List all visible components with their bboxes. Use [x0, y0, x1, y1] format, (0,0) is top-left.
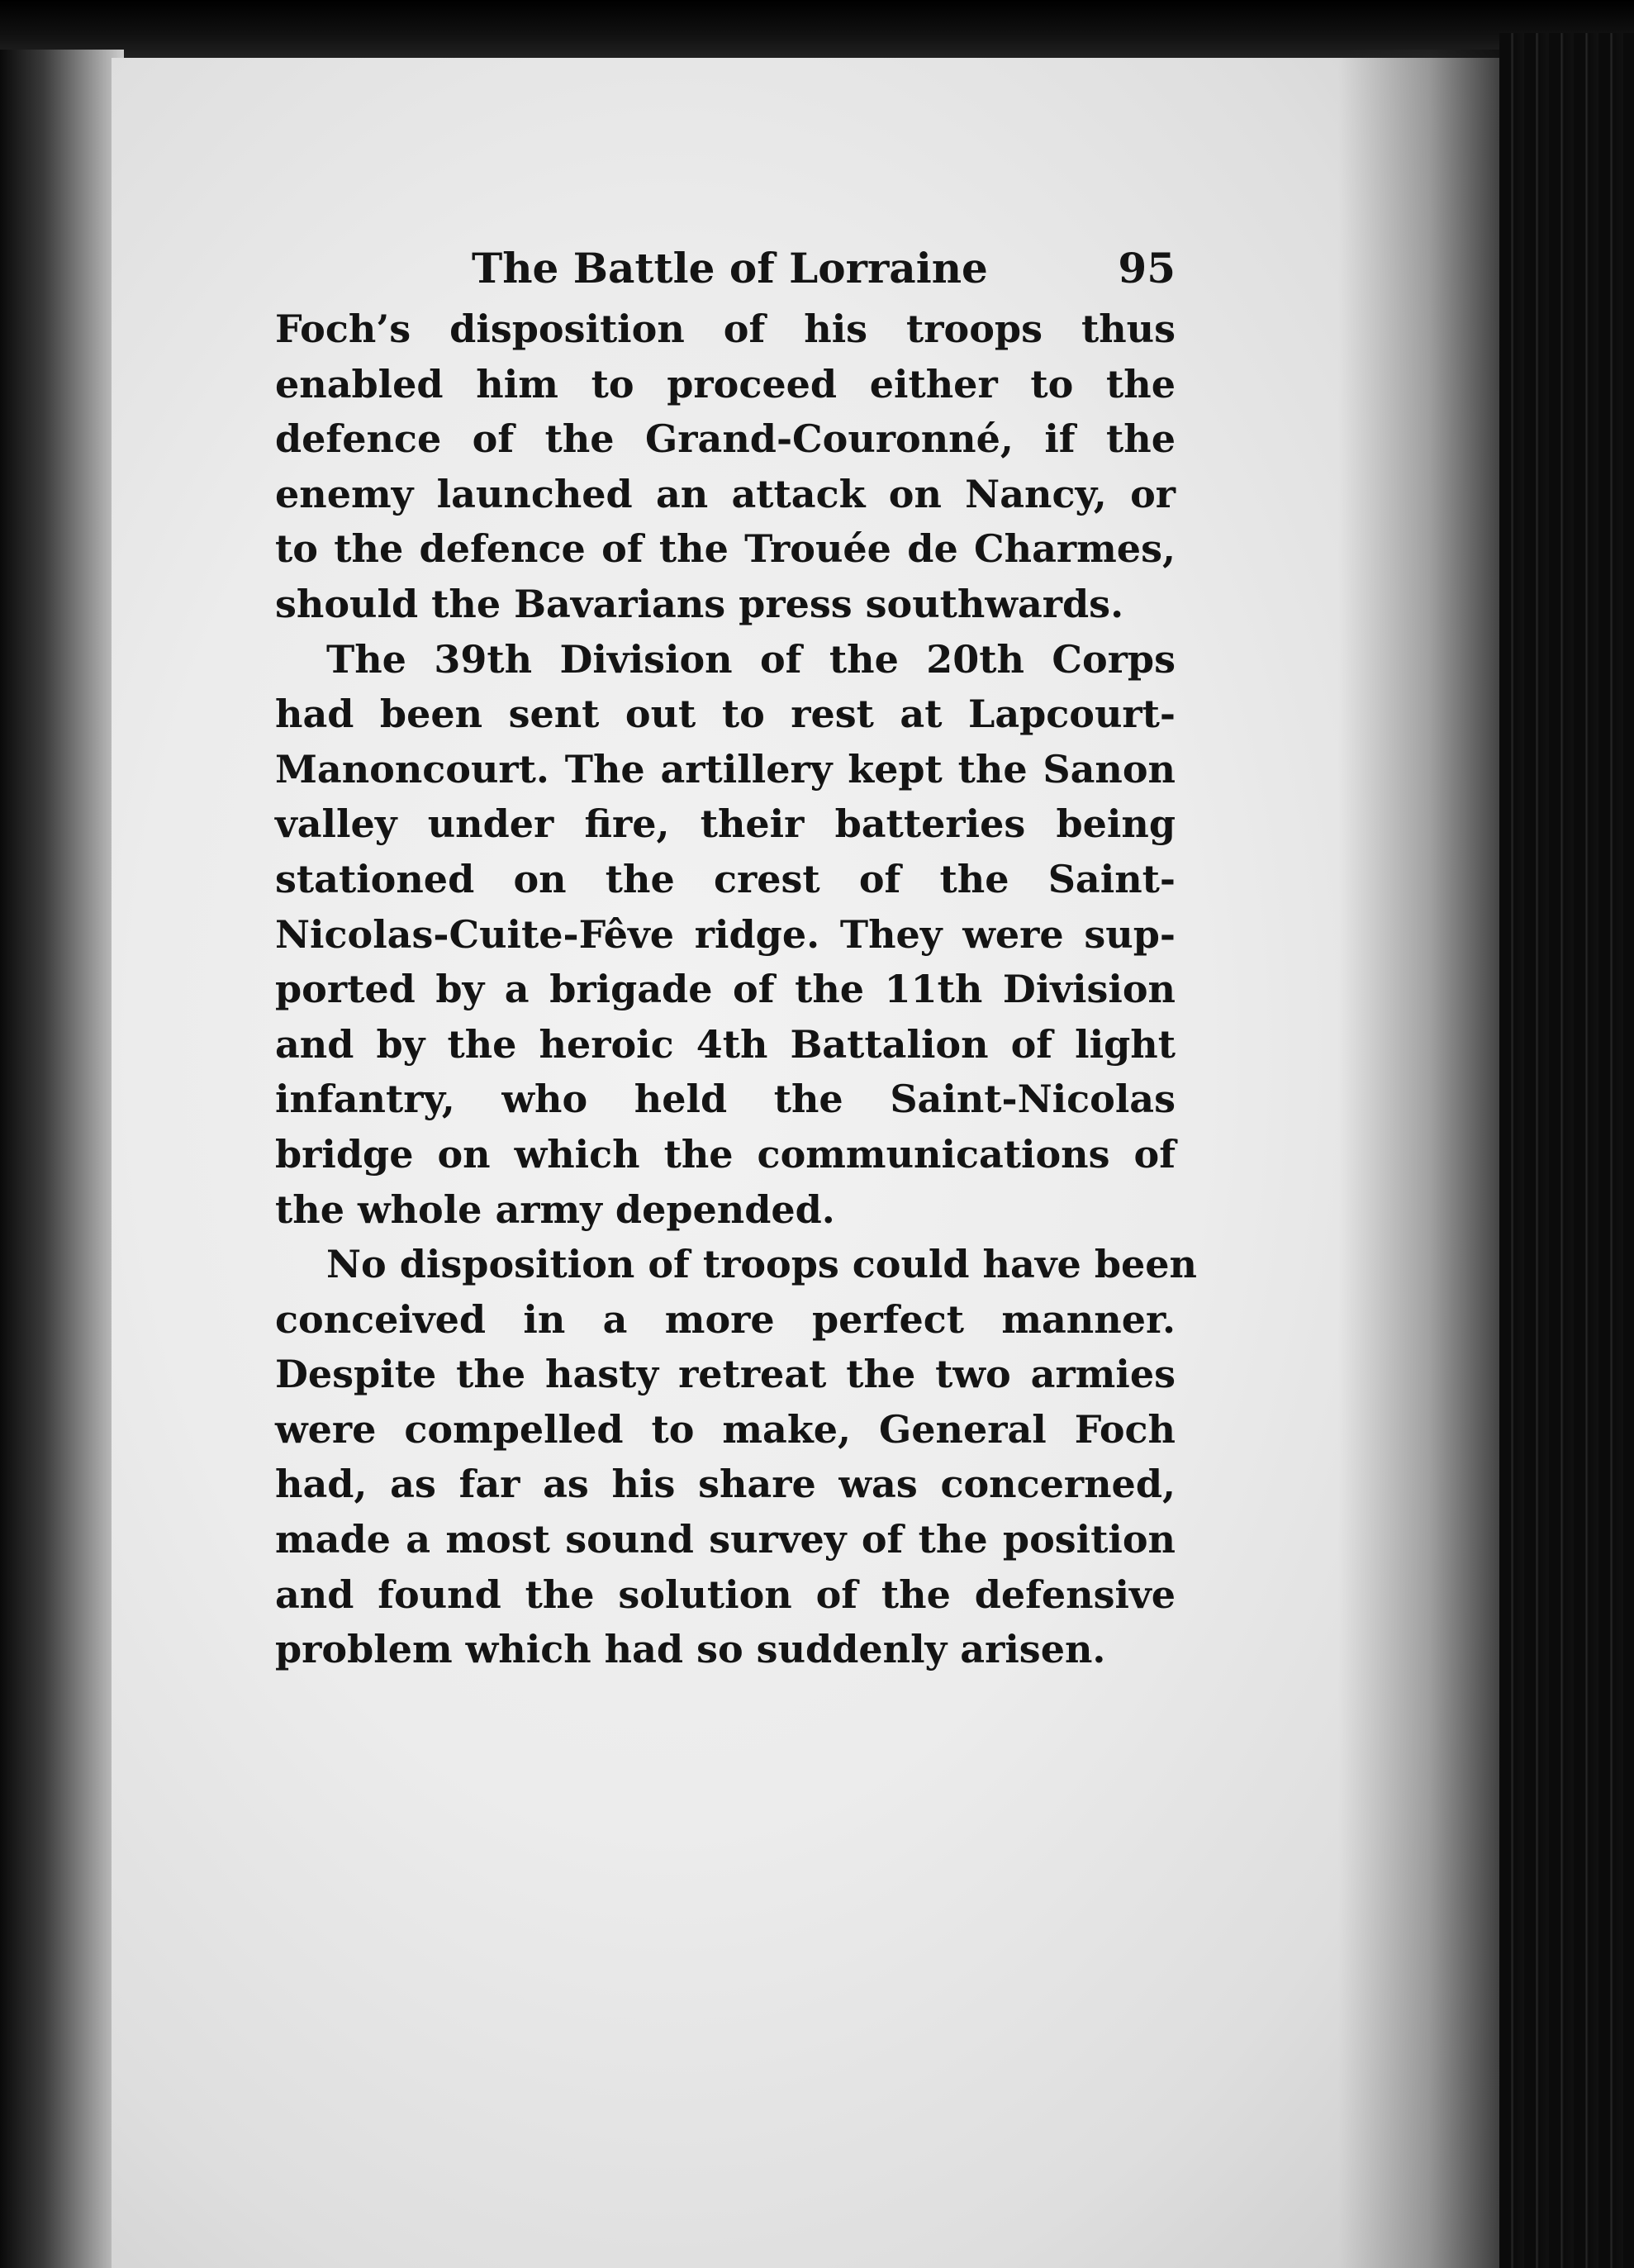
text-line: stationed on the crest of the Saint-	[275, 856, 1176, 901]
paragraph-3	[275, 1237, 1197, 1677]
book-binding-edge	[1499, 33, 1634, 2268]
text-line: No disposition of troops could have been	[326, 1242, 1197, 1287]
text-line: and by the heroic 4th Battalion of light	[275, 1021, 1176, 1067]
text-line: problem which had so suddenly arisen.	[275, 1627, 1106, 1672]
text-line: conceived in a more perfect manner.	[275, 1296, 1176, 1342]
scan-left-border	[0, 50, 124, 2268]
page-text	[275, 235, 1197, 1677]
text-line: were compelled to make, General Foch	[275, 1406, 1176, 1452]
running-head-title: The Battle of Lorraine	[472, 244, 988, 292]
text-line: Manoncourt. The artillery kept the Sanon	[275, 746, 1176, 792]
text-line: enabled him to proceed either to the	[275, 361, 1176, 407]
text-line: Nicolas-Cuite-Fêve ridge. They were sup-	[275, 911, 1176, 957]
text-line: bridge on which the communications of	[275, 1131, 1176, 1177]
text-line: should the Bavarians press southwards.	[275, 581, 1124, 626]
text-line: and found the solution of the defensive	[275, 1571, 1176, 1617]
text-line: defence of the Grand-Couronné, if the	[275, 416, 1176, 462]
text-line: the whole army depended.	[275, 1186, 835, 1232]
text-line: infantry, who held the Saint-Nicolas	[275, 1077, 1176, 1122]
paragraph-2	[275, 632, 1176, 1238]
text-line: Foch’s disposition of his troops thus	[275, 307, 1176, 351]
paragraph-1	[275, 302, 1176, 632]
text-line: to the defence of the Trouée de Charmes,	[275, 526, 1176, 572]
text-line: made a most sound survey of the position	[275, 1517, 1176, 1562]
text-line: ported by a brigade of the 11th Division	[275, 967, 1176, 1012]
text-line: Despite the hasty retreat the two armies	[275, 1352, 1176, 1397]
running-head	[275, 235, 1176, 302]
page-gutter-shadow	[1338, 50, 1520, 2268]
text-line: enemy launched an attack on Nancy, or	[275, 471, 1176, 516]
text-line: had, as far as his share was concerned,	[275, 1462, 1176, 1507]
text-line: had been sent out to rest at Lapcourt-	[275, 692, 1176, 737]
text-line: The 39th Division of the 20th Corps	[326, 636, 1176, 682]
page-number: 95	[1118, 244, 1176, 292]
text-line: valley under fire, their batteries being	[275, 801, 1176, 847]
